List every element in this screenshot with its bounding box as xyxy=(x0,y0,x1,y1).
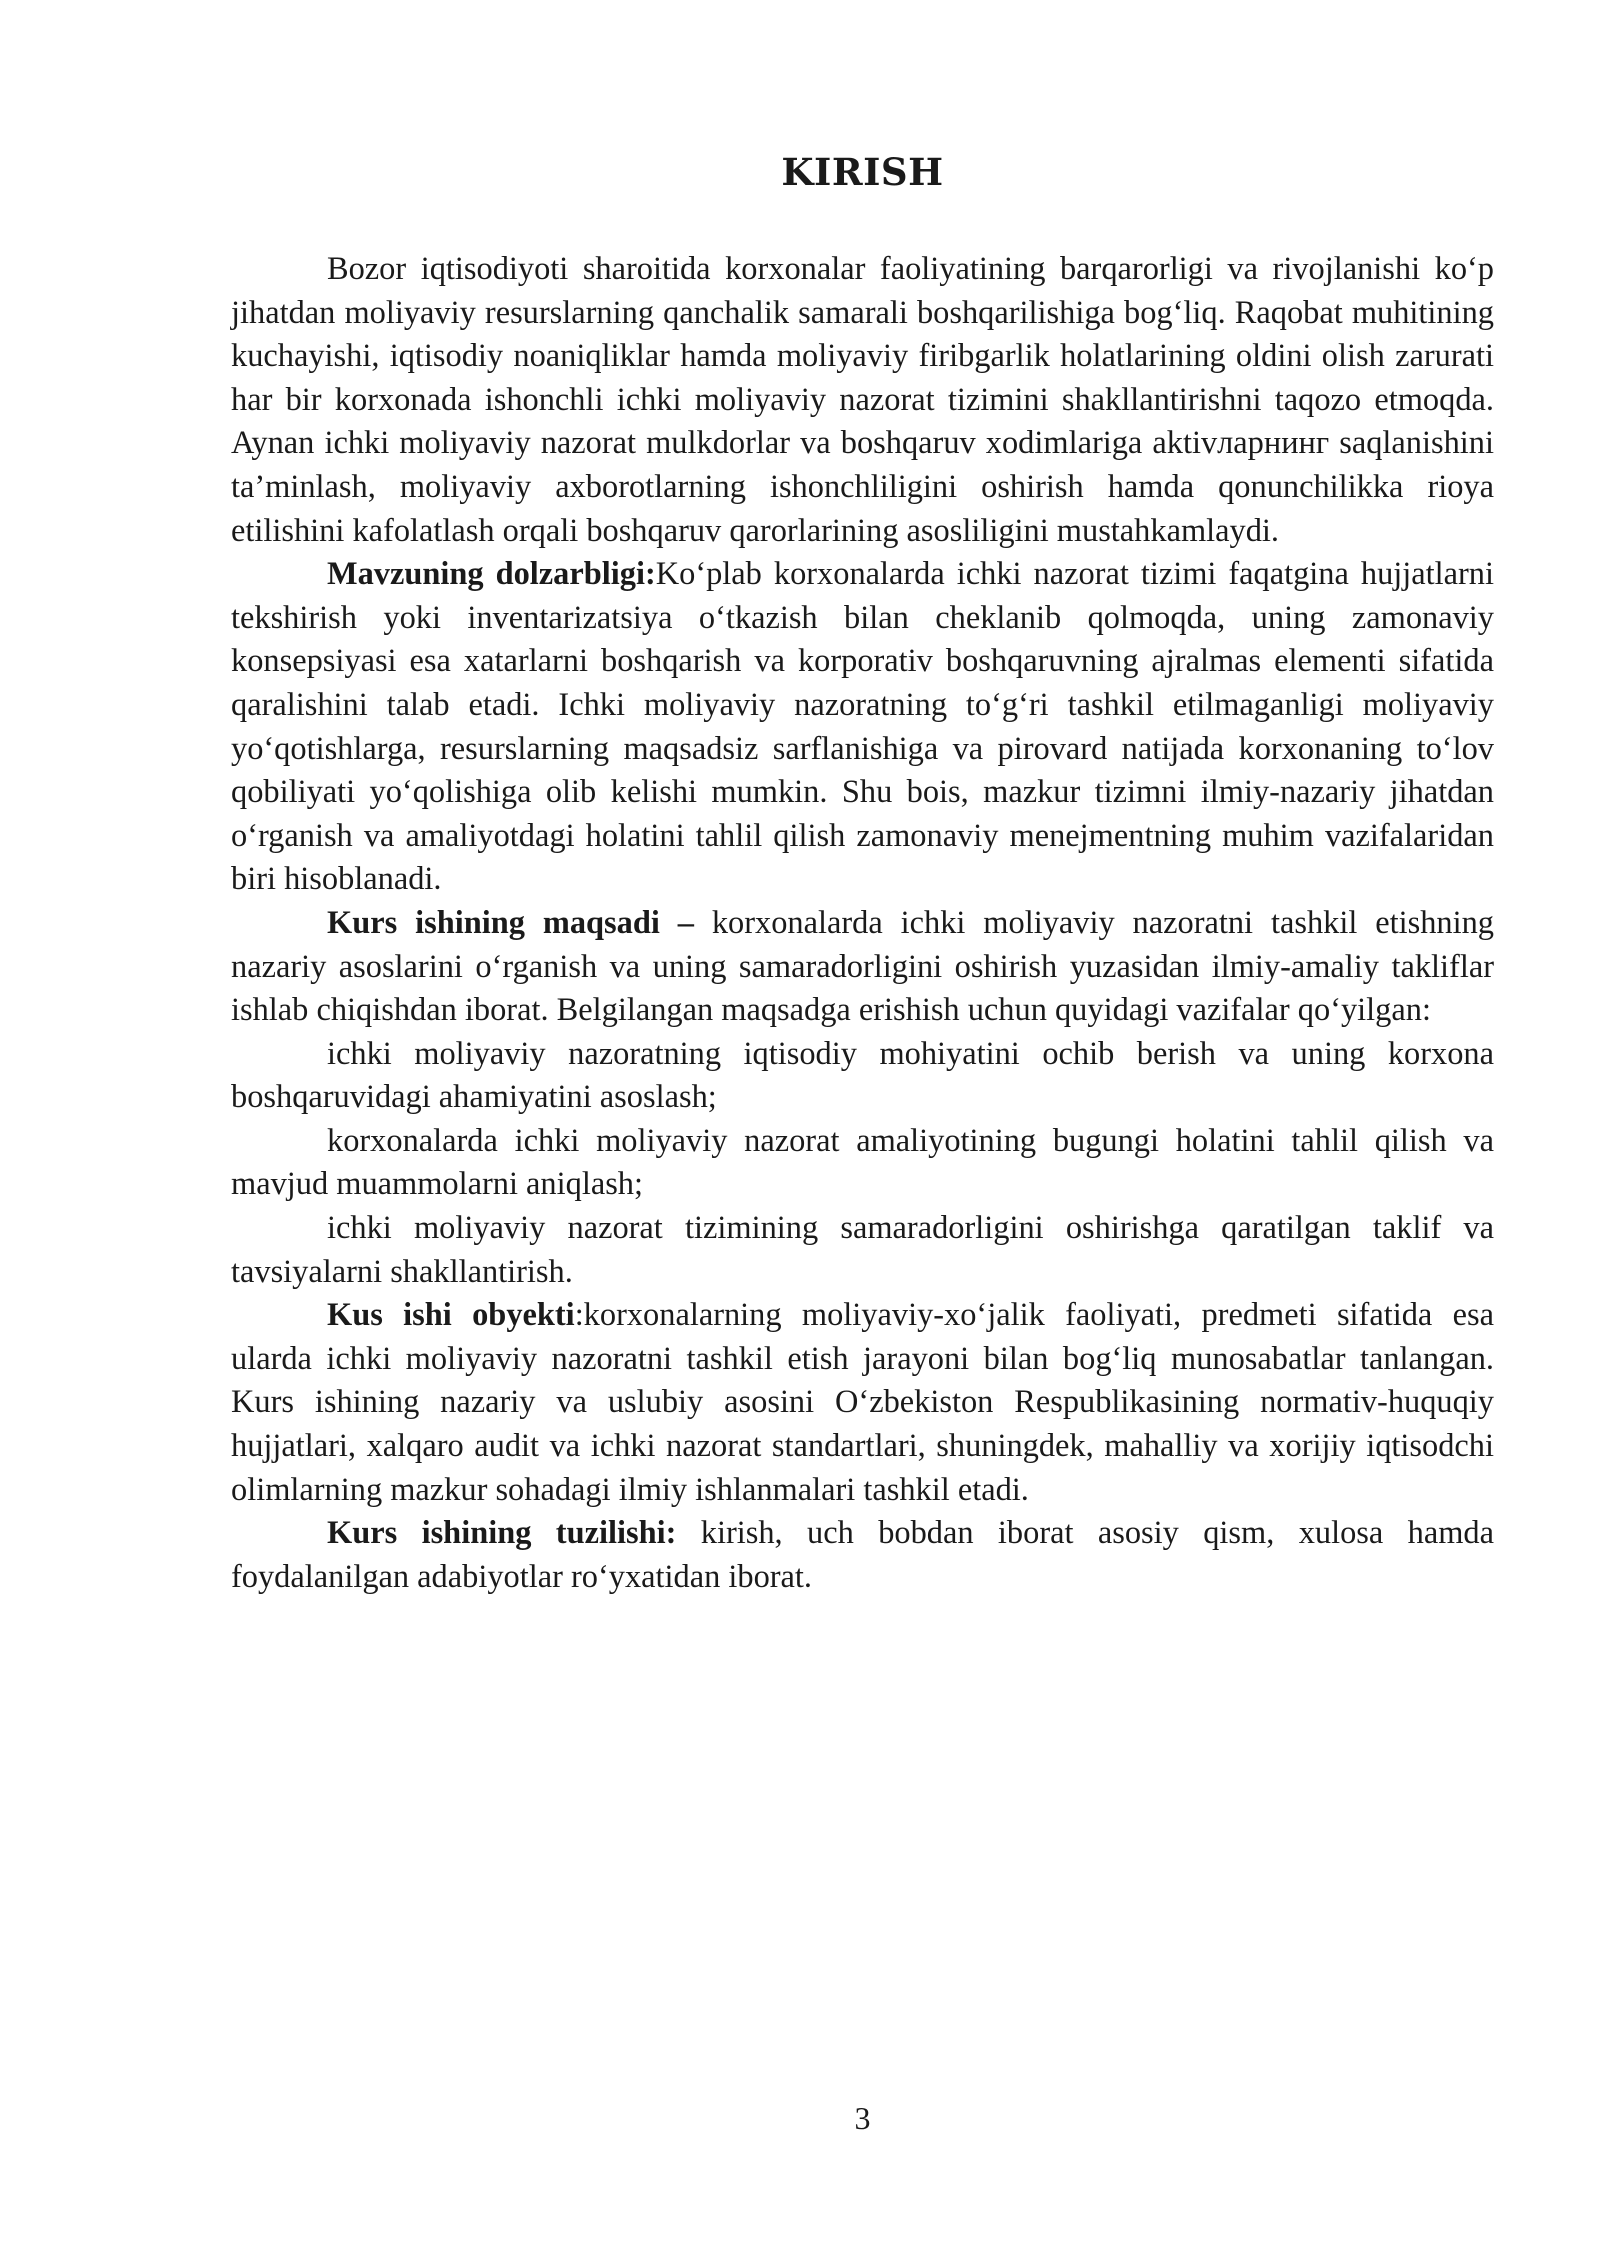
paragraph-lead: Kurs ishining tuzilishi: xyxy=(327,1515,677,1552)
paragraph-text: kirish, uch bobdan iborat asosiy qism, xulosa hamda foydalanilgan adabiyotlar ro‘yxatidan iborat. xyxy=(231,1515,1494,1595)
paragraph-lead: Kus ishi obyekti xyxy=(327,1297,575,1334)
task-item xyxy=(231,1120,1494,1207)
paragraph-text: korxonalarda ichki moliyaviy nazorat amaliyotining bugungi holatini tahlil qilish va mavjud muammolarni aniqlash; xyxy=(231,1122,1494,1203)
paragraph-text: :korxonalarning moliyaviy-xo‘jalik faoliyati, predmeti sifatida esa ularda ichki moliyaviy nazoratni tashkil etish jarayoni bilan bog‘liq munosabatlar tanlangan. Kurs ishining nazariy va uslubiy asosini O‘zbekiston Respublikasining normativ-huquqiy hujjatlari, xalqaro audit va ichki nazorat standartlari, shuningdek, mahalliy va xorijiy iqtisodchi olimlarning mazkur sohadagi ilmiy ishlanmalari tashkil etadi. xyxy=(231,1297,1494,1508)
paragraph-text: ichki moliyaviy nazoratning iqtisodiy mohiyatini ochib berish va uning korxona boshqaruvidagi ahamiyatini asoslash; xyxy=(231,1035,1494,1116)
paragraph-text: Ko‘plab korxonalarda ichki nazorat tizimi faqatgina hujjatlarni tekshirish yoki inventarizatsiya o‘tkazish bilan cheklanib qolmoqda, uning zamonaviy konsepsiyasi esa xatarlarni boshqarish va korporativ boshqaruvning ajralmas elementi sifatida qaralishini talab etadi. Ichki moliyaviy nazoratning to‘g‘ri tashkil etilmaganligi moliyaviy yo‘qotishlarga, resurslarning maqsadsiz sarflanishiga va pirovard natijada korxonaning to‘lov qobiliyati yo‘qolishiga olib kelishi mumkin. Shu bois, mazkur tizimni ilmiy-nazariy jihatdan o‘rganish va amaliyotdagi holatini tahlil qilish zamonaviy menejmentning muhim vazifalaridan biri hisoblanadi. xyxy=(231,556,1495,898)
paragraph-intro xyxy=(231,248,1494,553)
body-text xyxy=(231,248,1494,1599)
paragraph-lead: Kurs ishining maqsadi – xyxy=(327,904,694,941)
paragraph-goal xyxy=(231,902,1494,1033)
section-title: KIRISH xyxy=(781,150,944,194)
page-number: 3 xyxy=(854,2100,871,2136)
paragraph-text: korxonalarda ichki moliyaviy nazoratni tashkil etishning nazariy asoslarini o‘rganish va uning samaradorligini oshirish yuzasidan ilmiy-amaliy takliflar ishlab chiqishdan iborat. Belgilangan maqsadga erishish uchun quyidagi vazifalar qo‘yilgan: xyxy=(231,904,1494,1029)
task-item xyxy=(231,1033,1494,1120)
paragraph-lead: Mavzuning dolzarbligi: xyxy=(327,556,656,593)
paragraph-structure xyxy=(231,1512,1494,1599)
paragraph-relevance xyxy=(231,553,1494,902)
paragraph-text: ichki moliyaviy nazorat tizimining samaradorligini oshirishga qaratilgan taklif va tavsiyalarni shakllantirish. xyxy=(231,1210,1494,1290)
paragraph-text: Bozor iqtisodiyoti sharoitida korxonalar faoliyatining barqarorligi va rivojlanishi ko‘p jihatdan moliyaviy resurslarning qanchalik samarali boshqarilishiga bog‘liq. Raqobat muhitining kuchayishi, iqtisodiy noaniqliklar hamda moliyaviy firibgarlik holatlarining oldini olish zarurati har bir korxonada ishonchli ichki moliyaviy nazorat tizimini shakllantirishni taqozo etmoqda. Aynan ichki moliyaviy nazorat mulkdorlar va boshqaruv xodimlariga aktivларнинг saqlanishini ta’minlash, moliyaviy axborotlarning ishonchliligini oshirish hamda qonunchilikka rioya etilishini kafolatlash orqali boshqaruv qarorlarining asosliligini mustahkamlaydi. xyxy=(231,251,1494,549)
paragraph-object xyxy=(231,1294,1494,1512)
task-item xyxy=(231,1207,1494,1294)
